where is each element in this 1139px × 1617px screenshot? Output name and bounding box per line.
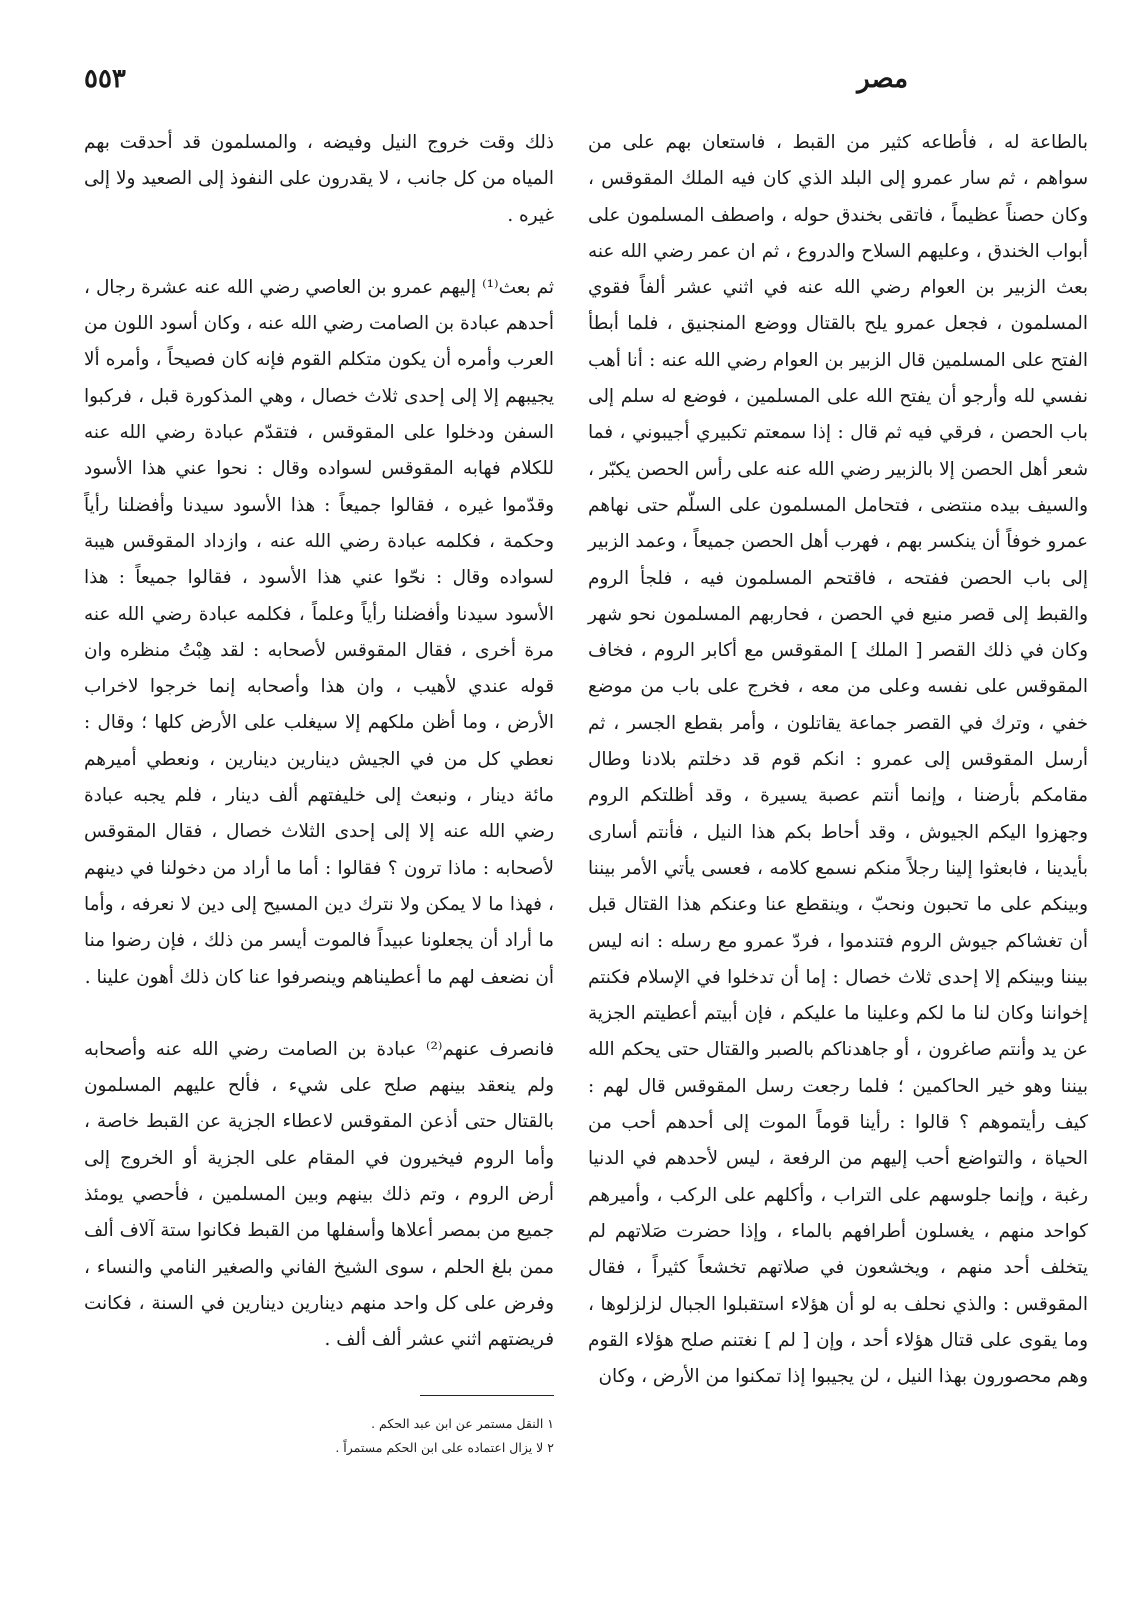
left-column bbox=[84, 125, 554, 1359]
running-title: مصر bbox=[857, 64, 908, 94]
page-header bbox=[84, 64, 1088, 110]
paragraph: فانصرف عنهم⁽²⁾ عبادة بن الصامت رضي الله عنه وأصحابه ولم ينعقد بينهم صلح على شيء ، فألح عليهم المسلمون بالقتال حتى أذعن المقوقس لاعطاء الجزية عن القبط خاصة ، وأما الروم فيخيرون في المقام على الجزية أو الخروج إلى أرض الروم ، وتم ذلك بينهم وبين المسلمين ، فأحصي يومئذ جميع من بمصر أعلاها وأسفلها من القبط فكانوا ستة آلاف ألف ممن بلغ الحلم ، سوى الشيخ الفاني والصغير النامي والنساء ، وفرض على كل واحد منهم دينارين دينارين في السنة ، فكانت فريضتهم اثني عشر ألف ألف . bbox=[84, 1038, 555, 1351]
paragraph: بالطاعة له ، فأطاعه كثير من القبط ، فاستعان بهم على من سواهم ، ثم سار عمرو إلى البلد الذي كان فيه الملك المقوقس ، وكان حصناً عظيماً ، فاتقى بخندق حوله ، واصطف المسلمون على أبواب الخندق ، وعليهم السلاح والدروع ، ثم ان عمر رضي الله عنه بعث الزبير بن العوام رضي الله عنه في اثني عشر ألفاً فقوي المسلمون ، فجعل عمرو يلح بالقتال ووضع المنجنيق ، فلما أبطأ الفتح على المسلمين قال الزبير بن العوام رضي الله عنه : أنا أهب نفسي لله وأرجو أن يفتح الله على المسلمين ، فوضع له سلم إلى باب الحصن ، فرقي فيه ثم قال : إذا سمعتم تكبيري أجيبوني ، فما شعر أهل الحصن إلا بالزبير رضي الله عنه على رأس الحصن يكبّر ، والسيف بيده منتضى ، فتحامل المسلمون على السلّم حتى نهاهم عمرو خوفاً أن ينكسر بهم ، فهرب أهل الحصن جميعاً ، وعمد الزبير إلى باب الحصن ففتحه ، فاقتحم المسلمون فيه ، فلجأ الروم والقبط إلى قصر منيع في الحصن ، فحاربهم المسلمون نحو شهر وكان في ذلك القصر [ الملك ] المقوقس مع أكابر الروم ، فخاف المقوقس على نفسه وعلى من معه ، فخرج على باب من موضع خفي ، وترك في القصر جماعة يقاتلون ، وأمر بقطع الجسر ، ثم أرسل المقوقس إلى عمرو : انكم قوم قد دخلتم بلادنا وطال مقامكم بأرضنا ، وإنما أنتم عصبة يسيرة ، وقد أظلتكم الروم وجهزوا اليكم الجيوش ، وقد أحاط بكم هذا النيل ، فأنتم أسارى بأيدينا ، فابعثوا إلينا رجلاً منكم نسمع كلامه ، فعسى يأتي الأمر بيننا وبينكم على ما تحبون ونحبّ ، وينقطع عنا وعنكم هذا القتال قبل أن تغشاكم جيوش الروم فتندموا ، فردّ عمرو مع رسله : انه ليس بيننا وبينكم إلا إحدى ثلاث خصال : إما أن تدخلوا في الإسلام فكنتم إخواننا وكان لنا ما لكم وعلينا ما عليكم ، فإن أبيتم أعطيتم الجزية عن يد وأنتم صاغرون ، أو جاهدناكم بالصبر والقتال حتى يحكم الله بيننا وهو خير الحاكمين ؛ فلما رجعت رسل المقوقس قال لهم : كيف رأيتموهم ؟ قالوا : رأينا قوماً الموت إلى أحدهم أحب من الحياة ، والتواضع أحب إليهم من الرفعة ، ليس لأحدهم في الدنيا رغبة ، وإنما جلوسهم على التراب ، وأكلهم على الركب ، وأميرهم كواحد منهم ، يغسلون أطرافهم بالماء ، وإذا حضرت صَلاتهم لم يتخلف أحد منهم ، ويخشعون في صلاتهم تخشعاً كثيراً ، فقال المقوقس : والذي نحلف به لو أن هؤلاء استقبلوا الجبال لزلزلوها ، وما يقوى على قتال هؤلاء أحد ، وإن [ لم ] نغتنم صلح هؤلاء القوم وهم محصورون بهذا النيل ، لن يجيبوا إذا تمكنوا من الأرض ، وكان bbox=[588, 132, 1088, 1388]
footnotes bbox=[84, 1395, 554, 1460]
paragraph: ذلك وقت خروج النيل وفيضه ، والمسلمون قد أحدقت بهم المياه من كل جانب ، لا يقدرون على النفوذ إلى الصعيد ولا إلى غيره . bbox=[84, 132, 554, 226]
paragraph: ثم بعث⁽¹⁾ إليهم عمرو بن العاصي رضي الله عنه عشرة رجال ، أحدهم عبادة بن الصامت رضي الله عنه ، وكان أسود اللون من العرب وأمره أن يكون متكلم القوم فإنه كان فصيحاً ، وأمره ألا يجيبهم إلا إلى إحدى ثلاث خصال ، وهي المذكورة قبل ، فركبوا السفن ودخلوا على المقوقس ، فتقدّم عبادة رضي الله عنه للكلام فهابه المقوقس لسواده وقال : نحوا عني هذا الأسود وقدّموا غيره ، فقالوا جميعاً : هذا الأسود سيدنا وأفضلنا رأياً وحكمة ، فكلمه عبادة رضي الله عنه ، وازداد المقوقس هيبة لسواده وقال : نحّوا عني هذا الأسود ، فقالوا جميعاً : هذا الأسود سيدنا وأفضلنا رأياً وعلماً ، فكلمه عبادة رضي الله عنه مرة أخرى ، فقال المقوقس لأصحابه : لقد هِبْتُ منظره وان قوله عندي لأهيب ، وان هذا وأصحابه إنما خرجوا لاخراب الأرض ، وما أظن ملكهم إلا سيغلب على الأرض كلها ؛ وقال : نعطي كل من في الجيش دينارين دينارين ، ونعطي أميرهم مائة دينار ، ونبعث إلى خليفتهم ألف دينار ، فلم يجبه عبادة رضي الله عنه إلا إلى إحدى الثلاث خصال ، فقال المقوقس لأصحابه : ماذا ترون ؟ فقالوا : أما ما أراد من دخولنا في دينهم ، فهذا ما لا يمكن ولا نترك دين المسيح إلى دين لا نعرفه ، وأما ما أراد أن يجعلونا عبيداً فالموت أيسر من ذلك ، فإن رضوا منا أن نضعف لهم ما أعطيناهم وينصرفوا عنا كان ذلك أهون علينا . bbox=[84, 276, 554, 988]
page-number: ٥٥٣ bbox=[84, 64, 126, 94]
right-column bbox=[588, 125, 1088, 1395]
footnote: ١ النقل مستمر عن ابن عبد الحكم . bbox=[371, 1416, 554, 1431]
footnote: ٢ لا يزال اعتماده على ابن الحكم مستمراً . bbox=[335, 1440, 554, 1455]
paragraph-gap bbox=[84, 996, 554, 1032]
paragraph-gap bbox=[84, 234, 554, 270]
footnote-divider bbox=[420, 1395, 554, 1396]
